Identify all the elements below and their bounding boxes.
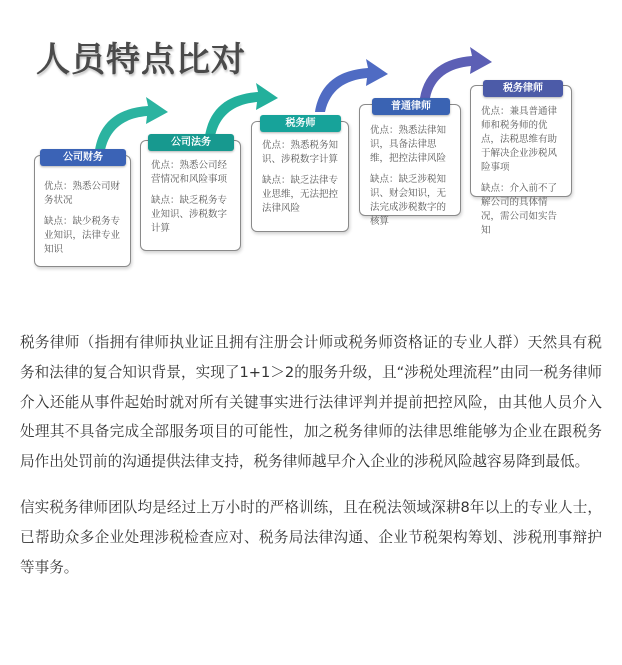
card-tax-lawyer [470,85,572,236]
legal-con-text: 缺点：缺乏税务专业知识、涉税数字计算 [151,195,228,234]
card-tax-advisor [251,121,349,232]
infographic-title: 人员特点比对 [36,40,246,80]
tax-con-text: 缺点：缺乏法律专业思维，无法把控法律风险 [262,175,339,214]
finance-con-text: 缺点：缺少税务专业知识，法律专业知识 [44,216,121,255]
badge-tax-lawyer: 税务律师 [483,80,563,97]
badge-company-legal: 公司法务 [148,134,234,151]
finance-pro-text: 优点：熟悉公司财务状况 [44,181,121,206]
taxlawyer-con-text: 缺点：介入前不了解公司的具体情况，需公司如实告知 [481,183,558,236]
tax-pro-text: 优点：熟悉税务知识、涉税数字计算 [262,140,339,165]
card-general-lawyer [359,104,461,227]
lawyer-con-text: 缺点：缺乏涉税知识、财会知识，无法完成涉税数字的核算 [370,174,447,227]
card-company-legal [140,140,241,251]
lawyer-pro-text: 优点：熟悉法律知识，具备法律思维，把控法律风险 [370,125,447,164]
article-paragraph-1: 税务律师（指拥有律师执业证且拥有注册会计师或税务师资格证的专业人群）天然具有税务和法律的复合知识背景，实现了1+1＞2的服务升级，且“涉税处理流程”由同一税务律师介入还能从事件起始时就对所有关键事实进行法律评判并提前把控风险，由其他人员介入处理其不具备完成全部服务项目的可能性，加之税务律师的法律思维能够为企业在跟税务局作出处罚前的沟通提供法律支持，税务律师越早介入企业的涉税风险越容易降到最低。 [20,334,602,471]
comparison-infographic [0,0,622,300]
badge-tax-advisor: 税务师 [260,115,341,132]
article-body [20,328,602,582]
taxlawyer-pro-text: 优点：兼具普通律师和税务师的优点，法税思维有助于解决企业涉税风险事项 [481,106,558,173]
badge-company-finance: 公司财务 [40,149,126,166]
article-paragraph-2: 信实税务律师团队均是经过上万小时的严格训练，且在税法领域深耕8年以上的专业人士，已帮助众多企业处理涉税检查应对、税务局法律沟通、企业节税架构筹划、涉税刑事辩护等事务。 [20,498,602,576]
badge-general-lawyer: 普通律师 [372,98,450,115]
legal-pro-text: 优点：熟悉公司经营情况和风险事项 [151,160,228,185]
card-company-finance [34,155,131,267]
